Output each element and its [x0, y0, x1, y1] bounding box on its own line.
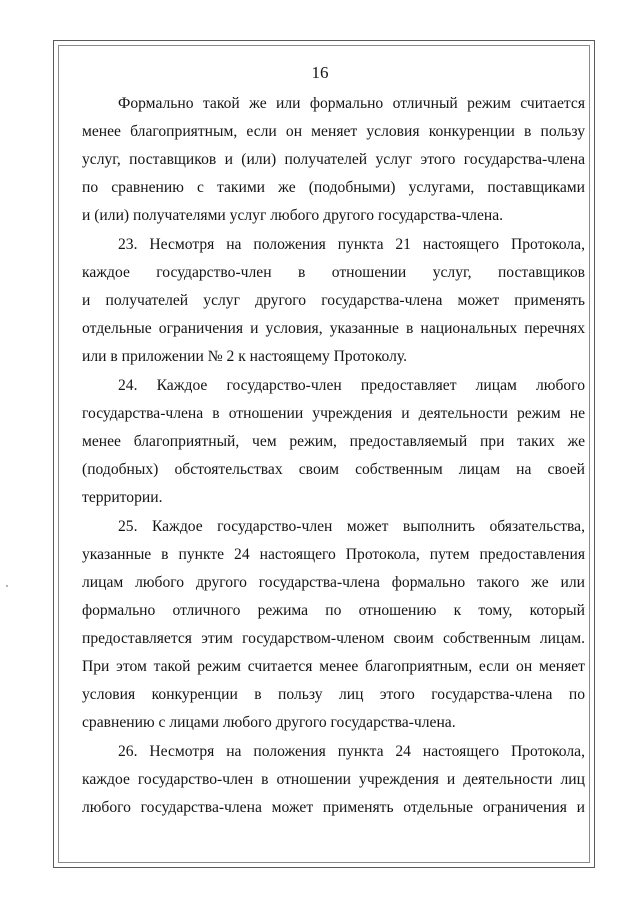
text-line: сравнению с лицами любого другого государства-члена. [82, 714, 456, 731]
text-line: 26. Несмотря на положения пункта 24 настоящего Протокола, [118, 743, 585, 760]
text-line: отдельные ограничения и условия, указанные в национальных перечнях [82, 320, 585, 337]
text-line: формально отличного режима по отношению к тому, который [82, 602, 585, 619]
text-line: условия конкуренции в пользу лиц этого государства-члена по [82, 686, 585, 703]
text-line: или в приложении № 2 к настоящему Протоколу. [82, 348, 407, 365]
text-line: 23. Несмотря на положения пункта 21 настоящего Протокола, [118, 236, 585, 253]
text-line: указанные в пункте 24 настоящего Протокола, путем предоставления [82, 546, 585, 563]
text-line: любого государства-члена может применять отдельные ограничения и [82, 799, 585, 816]
text-line: (подобных) обстоятельствах своим собственным лицам на своей [82, 461, 585, 478]
text-line: 24. Каждое государство-член предоставляет лицам любого [118, 377, 585, 394]
text-line: и получателей услуг другого государства-члена может применять [82, 292, 585, 309]
text-line: лицам любого другого государства-члена формально такого же или [82, 574, 585, 591]
text-line: При этом такой режим считается менее благоприятным, если он меняет [82, 658, 585, 675]
text-line: менее благоприятный, чем режим, предоставляемый при таких же [82, 433, 585, 450]
text-line: Формально такой же или формально отличный режим считается [118, 95, 585, 112]
text-line: государства-члена в отношении учреждения и деятельности режим не [82, 405, 585, 422]
text-line: менее благоприятным, если он меняет условия конкуренции в пользу [82, 123, 585, 140]
text-line: предоставляется этим государством-членом своим собственным лицам. [82, 630, 585, 647]
text-line: и (или) получателями услуг любого другого государства-члена. [82, 207, 504, 224]
text-line: 25. Каждое государство-член может выполнить обязательства, [118, 518, 585, 535]
text-line: каждое государство-член в отношении учреждения и деятельности лиц [82, 771, 585, 788]
scan-speck [6, 585, 8, 587]
text-line: каждое государство-член в отношении услуг, поставщиков [82, 264, 585, 281]
page-number: 16 [311, 63, 329, 82]
text-line: территории. [82, 489, 163, 506]
text-line: услуг, поставщиков и (или) получателей услуг этого государства-члена [82, 151, 585, 168]
text-line: по сравнению с такими же (подобными) услугами, поставщиками [82, 179, 585, 196]
